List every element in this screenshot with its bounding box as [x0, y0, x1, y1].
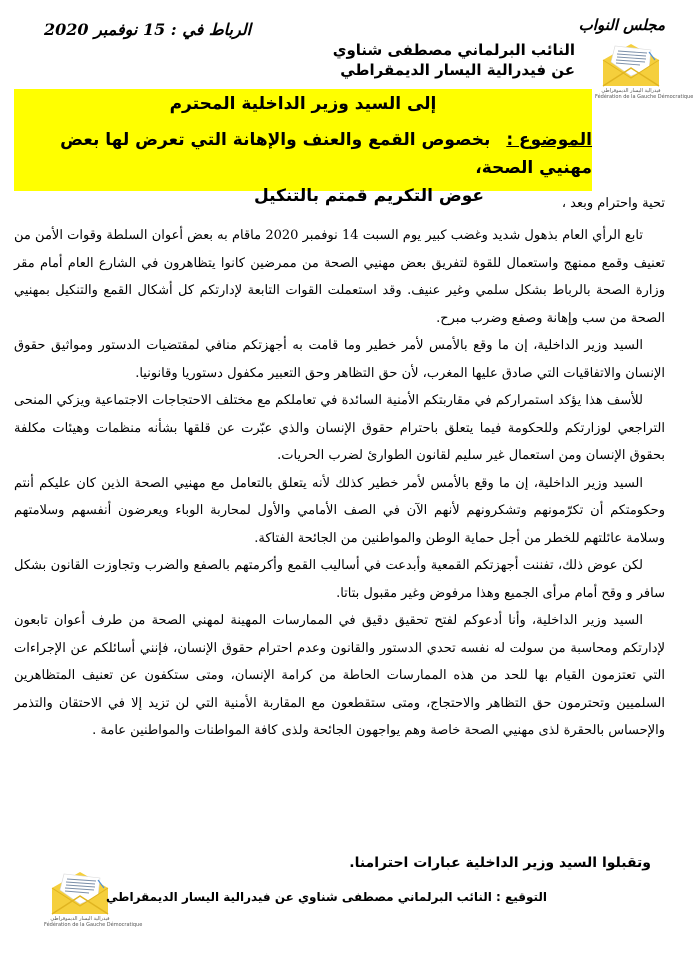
subject-line-2: عوض التكريم قمتم بالتنكيل	[253, 186, 484, 206]
paragraph: لكن عوض ذلك، تفننت أجهزتكم القمعية وأبدعت في أساليب القمع وأكرمتهم بالصفع والضرب وتجاوزت القانون بشكل سافر و وقح أمام مرأى الجميع وهذا مرفوض وغير مقبول بتاتا.	[14, 558, 665, 601]
greeting: تحية واحترام وبعد ،	[561, 196, 665, 211]
party-logo	[595, 40, 693, 100]
logo-caption-ar: فيدرالية اليسار الديموقراطي	[50, 916, 110, 922]
subject	[32, 126, 592, 210]
paragraph: السيد وزير الداخلية، إن ما وقع بالأمس لأمر خطير وما قامت به أجهزتكم منافي لمقتضيات الدستور ومواثيق حقوق الإنسان والاتفاقيات التي صادق عليها المغرب، لأن حق التظاهر وحق التعبير مكفول دستوريا وقانونيا.	[14, 338, 665, 381]
mp-identity	[333, 40, 575, 80]
mp-party: عن فيدرالية اليسار الديمقراطي	[340, 61, 575, 79]
subject-label: الموضوع :	[506, 130, 592, 150]
paragraph: للأسف هذا يؤكد استمراركم في مقاربتكم الأمنية السائدة في تعاملكم مع مختلف الاحتجاجات الاجتماعية ويزكي المنحى التراجعي لوزارتكم وللحكومة فيما يتعلق باحترام حقوق الإنسان والذي عبّرت عن قلقها بشأنه منظمات وهيئات مكلفة بحقوق الإنسان ومن استعمال غير سليم لقانون الطوارئ لضرب الحريات.	[14, 393, 665, 463]
paragraph: السيد وزير الداخلية، وأنا أدعوكم لفتح تحقيق دقيق في الممارسات المهينة لمهني الصحة من طرف أعوان تابعون لإدارتكم ومحاسبة من سولت له نفسه تحدي الدستور والقانون وعدم احترام حقوق الإنسان، فإنني أسائلكم عن الإجراءات التي تعتزمون القيام بها للحد من هذه الممارسات الحاطة من كرامة الإنسان، ومتى ستكفون عن تعنيف المتظاهرين السلميين وتحترمون حق التظاهر والاحتجاج، ومتى ستقطعون مع المقاربة الأمنية التي لن تزيد إلا في الاحتقان والتذمر والإحساس بالحقرة لذى مهنيي الصحة خاصة وهم يواجهون الجائحة ولذى كافة المواطنات والمواطنين عامة .	[14, 613, 665, 738]
logo-caption-fr: Fédération de la Gauche Démocratique	[44, 922, 143, 928]
paragraph: تابع الرأي العام بذهول شديد وغضب كبير يوم السبت 14 نوفمبر 2020 ماقام به بعض أعوان السلطة وقوات الأمن من تعنيف وقمع ممنهج واستعمال للقوة لتفريق بعض مهنيي الصحة من ممرضين كانوا يتظاهرون في الشارع العام أمام مقر وزارة الصحة بالرباط بشكل سلمي وغير عنيف. وقد استعملت القوات التابعة لإدارتكم كل أشكال القمع والتنكيل بمهنيي الصحة من سب وإهانة وصفع وضرب مبرح.	[14, 228, 665, 326]
institution-name: مجلس النواب	[578, 16, 665, 34]
subject-line-1: بخصوص القمع والعنف والإهانة التي تعرض لها بعض مهنيي الصحة،	[60, 130, 592, 178]
mp-name: النائب البرلماني مصطفى شناوي	[332, 41, 575, 59]
place-date: الرباط في : 15 نوفمبر 2020	[44, 20, 252, 39]
envelope-letter-icon	[595, 40, 667, 88]
closing-line: وتقبلوا السيد وزير الداخلية عبارات احترامنا.	[349, 855, 651, 871]
letter-body	[14, 222, 665, 745]
logo-caption-ar: فيدرالية اليسار الديموقراطي	[601, 88, 661, 94]
paragraph: السيد وزير الداخلية، إن ما وقع بالأمس لأمر خطير كذلك لأنه يتعلق بالتعامل مع مهنيي الصحة الذين كان عليكم أنتم وحكومتكم أن تكرّمونهم وتشكرونهم لأنهم الآن في الصف الأمامي والأول لمحاربة الوباء ويعرضون أنفسهم وسلامتهم وسلامة عائلتهم للخطر من أجل حماية الوطن والمواطنين من الجائحة الفتاكة.	[14, 475, 665, 546]
signature: التوقيع : النائب البرلماني مصطفى شناوي عن فيدرالية اليسار الديمقراطي	[106, 890, 547, 904]
logo-caption-fr: Fédération de la Gauche Démocratique	[595, 94, 693, 100]
addressee: إلى السيد وزير الداخلية المحترم	[169, 94, 437, 114]
